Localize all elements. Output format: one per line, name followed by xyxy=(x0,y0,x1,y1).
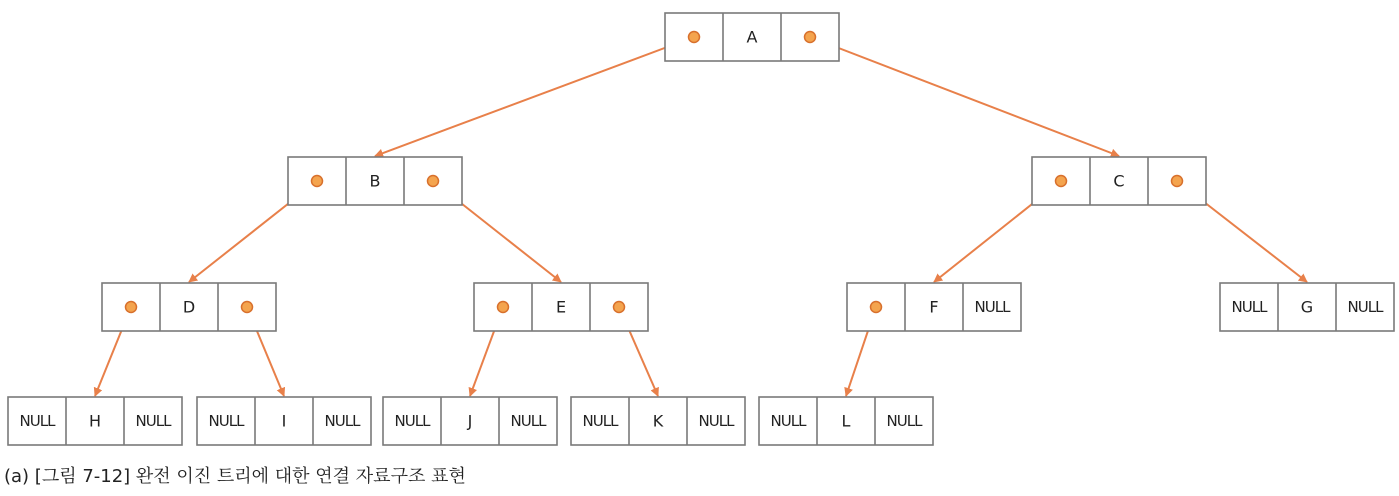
node-data-j: J xyxy=(467,411,473,431)
link-a-to-c xyxy=(810,37,1119,156)
left-null-link: NULL xyxy=(394,412,430,430)
node-data-l: L xyxy=(841,411,851,431)
right-null-link: NULL xyxy=(886,412,922,430)
node-data-k: K xyxy=(652,411,664,431)
tree-node-i xyxy=(197,397,371,445)
node-data-e: E xyxy=(555,297,567,317)
node-data-b: B xyxy=(369,171,381,191)
right-pointer-dot-d xyxy=(242,302,253,313)
right-pointer-dot-e xyxy=(614,302,625,313)
node-data-a: A xyxy=(746,27,758,47)
left-null-link: NULL xyxy=(208,412,244,430)
left-pointer-dot-b xyxy=(312,176,323,187)
nodes-layer xyxy=(8,13,1394,445)
right-null-link: NULL xyxy=(135,412,171,430)
node-data-i: I xyxy=(281,411,287,431)
node-data-d: D xyxy=(182,297,196,317)
tree-node-h xyxy=(8,397,182,445)
right-null-link: NULL xyxy=(1347,298,1383,316)
node-data-g: G xyxy=(1300,297,1314,317)
figure-caption: (a) [그림 7-12] 완전 이진 트리에 대한 연결 자료구조 표현 xyxy=(4,466,466,487)
left-null-link: NULL xyxy=(1231,298,1267,316)
tree-node-g xyxy=(1220,283,1394,331)
left-pointer-dot-d xyxy=(126,302,137,313)
node-data-c: C xyxy=(1113,171,1125,191)
right-pointer-dot-c xyxy=(1172,176,1183,187)
right-null-link: NULL xyxy=(324,412,360,430)
left-null-link: NULL xyxy=(770,412,806,430)
right-pointer-dot-a xyxy=(805,32,816,43)
left-null-link: NULL xyxy=(19,412,55,430)
tree-node-j xyxy=(383,397,557,445)
node-data-h: H xyxy=(88,411,102,431)
left-null-link: NULL xyxy=(582,412,618,430)
link-a-to-b xyxy=(375,37,694,156)
dots-layer xyxy=(126,32,1183,313)
left-pointer-dot-c xyxy=(1056,176,1067,187)
right-null-link: NULL xyxy=(510,412,546,430)
tree-node-l xyxy=(759,397,933,445)
left-pointer-dot-e xyxy=(498,302,509,313)
right-null-link: NULL xyxy=(974,298,1010,316)
left-pointer-dot-a xyxy=(689,32,700,43)
edges-layer xyxy=(95,37,1307,396)
tree-node-k xyxy=(571,397,745,445)
right-pointer-dot-b xyxy=(428,176,439,187)
node-data-f: F xyxy=(929,297,939,317)
right-null-link: NULL xyxy=(698,412,734,430)
left-pointer-dot-f xyxy=(871,302,882,313)
